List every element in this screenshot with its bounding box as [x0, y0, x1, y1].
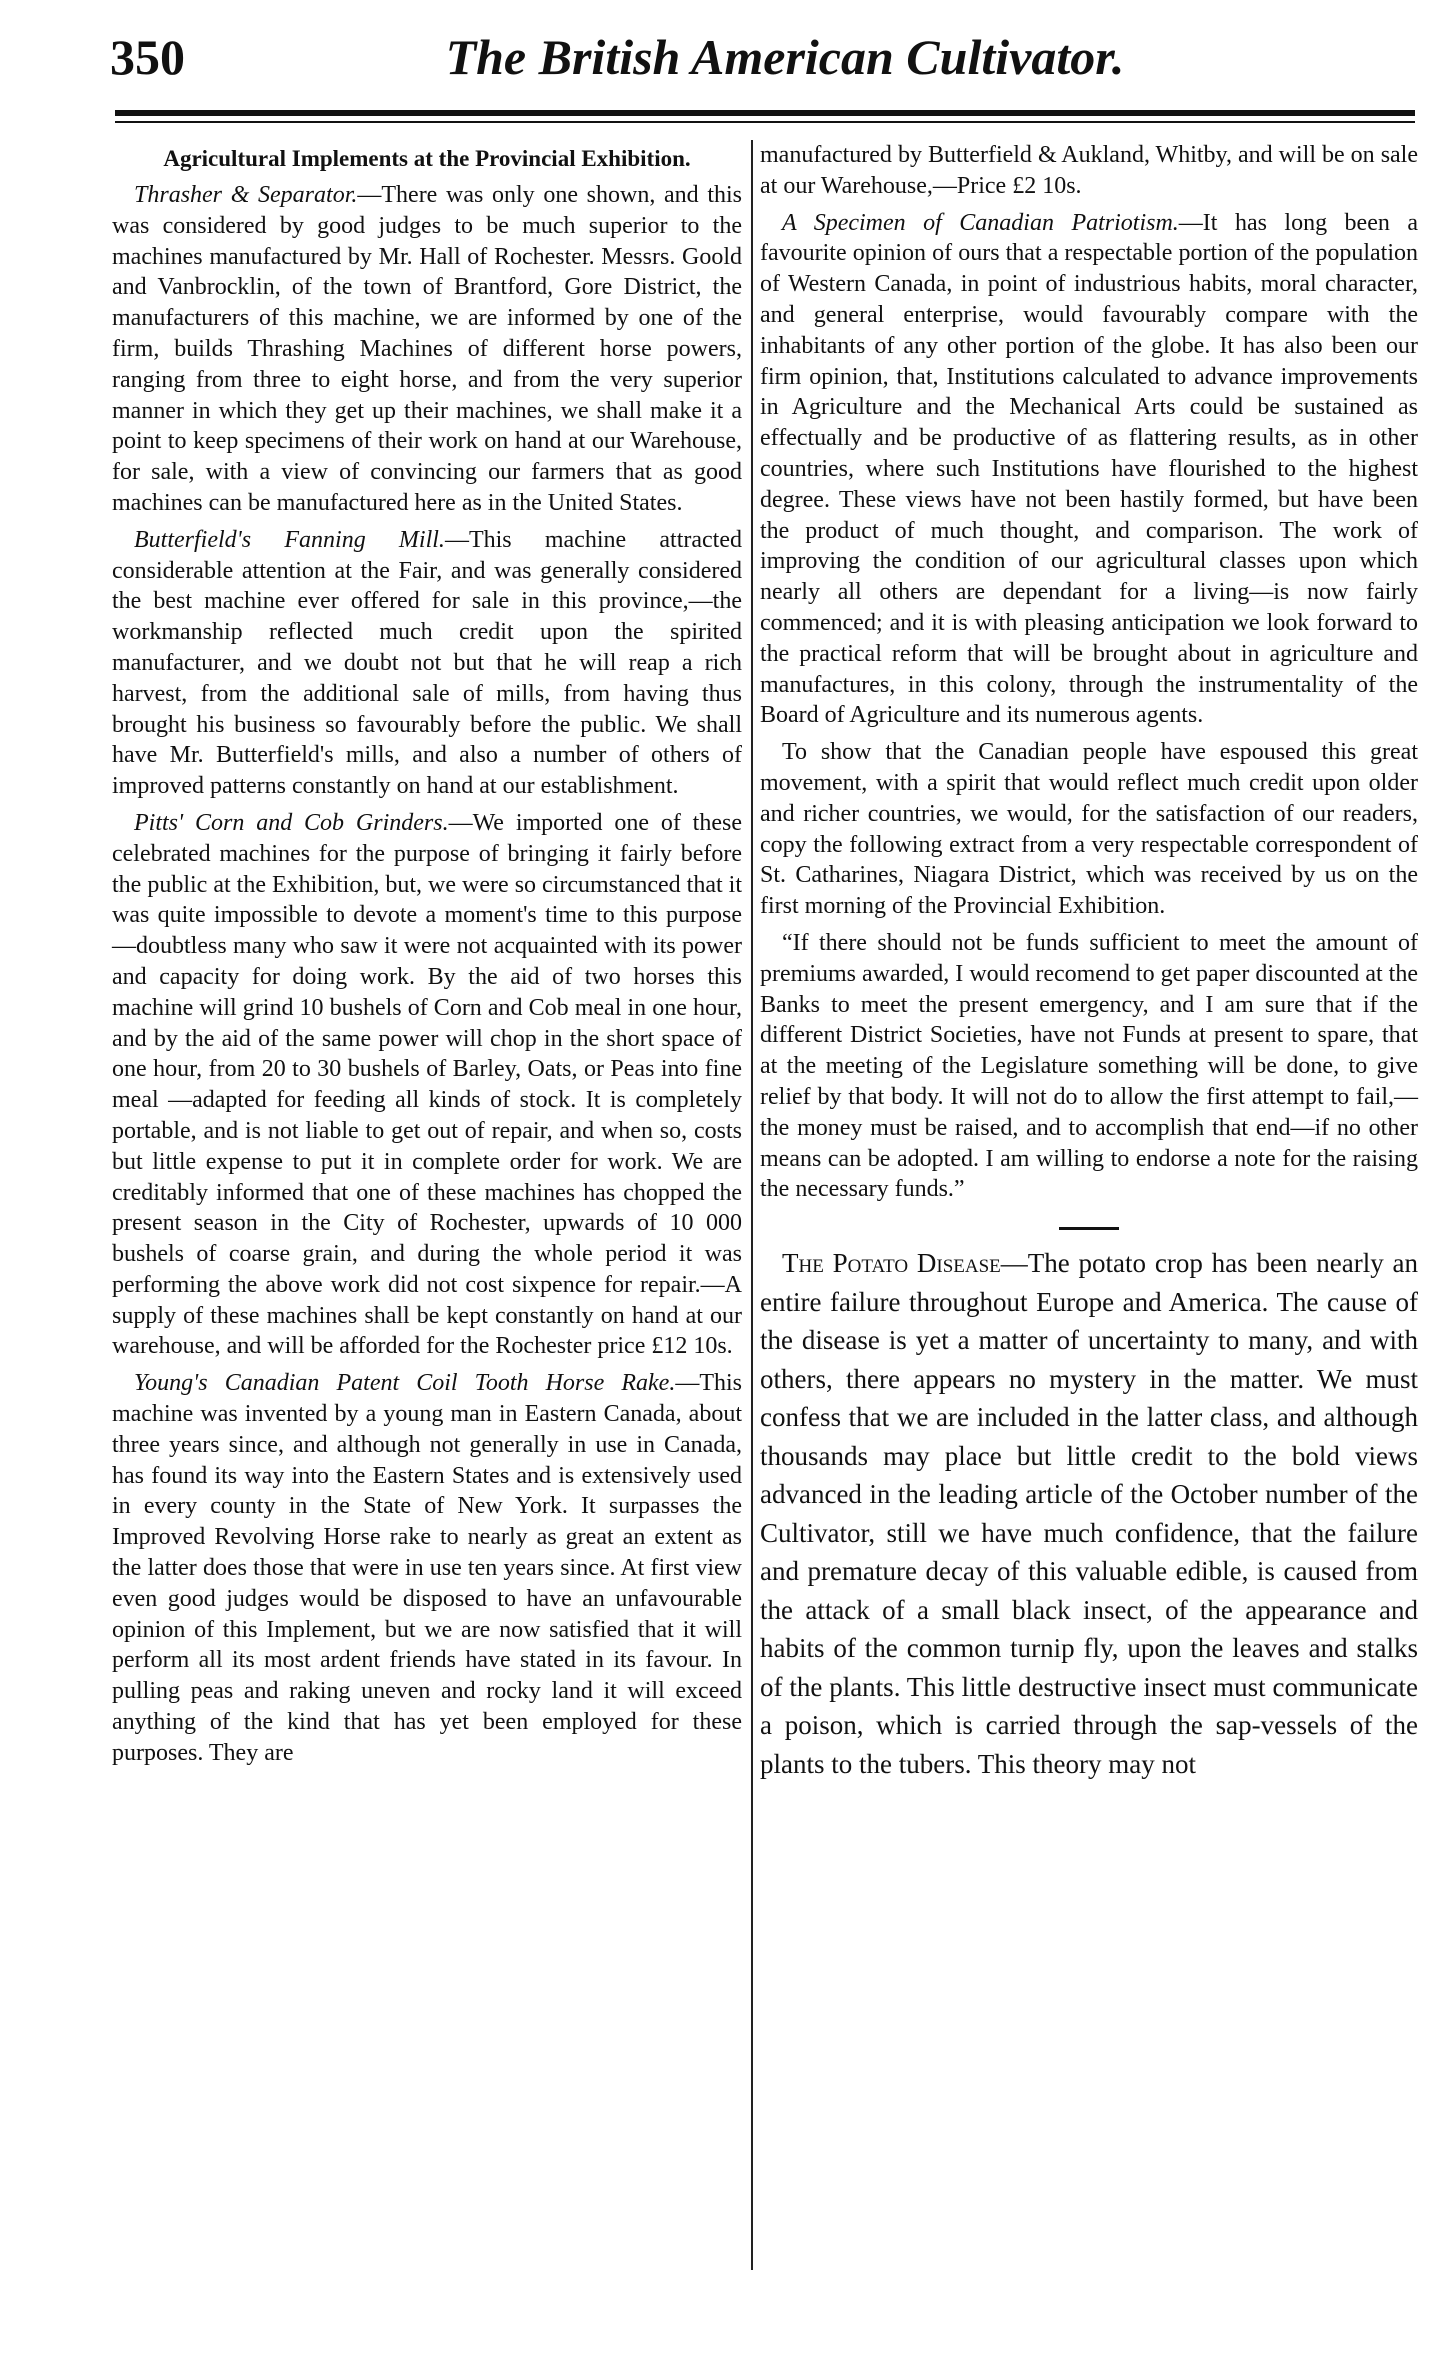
header-rule-thin [115, 121, 1415, 123]
article-heading: Butterfield's Fanning Mill. [134, 526, 445, 553]
page-header [110, 28, 1420, 98]
article-body: —The potato crop has been nearly an entire failure throughout Europe and America. The cause of the disease is yet a matter of uncertainty to many, and with others, there appears no mystery in the matter. We must confess that we are included in the latter class, and although thousands may place but little credit to the bold views advanced in the leading article of the October number of the Cultivator, still we have much confidence, that the failure and premature decay of this valuable edible, is caused from the attack of a small black insect, of the appearance and habits of the common turnip fly, upon the leaves and stalks of the plants. This little destructive insect must communicate a poison, which is carried through the sap-vessels of the plants to the tubers. This theory may not [760, 1248, 1418, 1779]
section-title: Agricultural Implements at the Provincial Exhibition. [163, 146, 691, 171]
article-patriotism-2: To show that the Canadian people have espoused this great movement, with a spirit that would reflect much credit upon older and richer countries, we would, for the satisfaction of our readers, copy the following extract from a very respectable correspondent of St. Catharines, Niagara District, which was received by us on the first morning of the Provincial Exhibition. [760, 739, 1418, 920]
running-title: The British American Cultivator. [445, 29, 1125, 85]
article-fanning-mill [112, 525, 742, 802]
section-divider [1059, 1227, 1119, 1230]
article-body: —This machine attracted considerable attention at the Fair, and was generally considered the best machine ever offered for sale in this province,—the workmanship reflected much credit upon the spirited manufacturer, and we doubt not but that he will reap a rich harvest, from the additional sale of mills, from having thus brought his business so favourably before the public. We shall have Mr. Butterfield's mills, and also a number of others of improved patterns constantly on hand at our establishment. [112, 526, 742, 800]
quoted-letter: “If there should not be funds sufficient to meet the amount of premiums awarded, I would recomend to get paper discounted at the Banks to meet the present emergency, and I am sure that if the different District Societies, have not Funds at present to spare, that at the meeting of the Legislature something will be done, to give relief by that body. It will not do to allow the first attempt to fail,—the money must be raised, and to accomplish that end—if no other means can be adopted. I am willing to endorse a note for the raising the necessary funds.” [760, 929, 1418, 1203]
article-horse-rake [112, 1368, 742, 1768]
header-rule-thick [115, 110, 1415, 116]
left-column [112, 140, 742, 1775]
article-thrasher [112, 180, 742, 519]
article-corn-grinders [112, 808, 742, 1362]
article-heading: The Potato Disease [782, 1248, 1001, 1279]
article-horse-rake-continued: manufactured by Butterfield & Aukland, Whitby, and will be on sale at our Warehouse,—Price £2 10s. [760, 142, 1418, 199]
article-body: —We imported one of these celebrated machines for the purpose of bringing it fairly before the public at the Exhibition, but, we were so circumstanced that it was quite impossible to devote a moment's time to this purpose—doubtless many who saw it were not acquainted with its power and capacity for doing work. By the aid of two horses this machine will grind 10 bushels of Corn and Cob meal in one hour, and by the aid of the same power will chop in the short space of one hour, from 20 to 30 bushels of Barley, Oats, or Peas into fine meal —adapted for feeding all kinds of stock. It is completely portable, and is not liable to get out of repair, and when so, costs but little expense to put it in complete order for work. We are creditably informed that one of these machines has chopped the present season in the City of Rochester, upwards of 10 000 bushels of coarse grain, and during the whole period it was performing the above work did not cost sixpence for repair.—A supply of these machines shall be kept constantly on hand at our warehouse, and will be afforded for the Rochester price £12 10s. [112, 809, 742, 1360]
article-potato-disease [760, 1244, 1418, 1783]
article-heading: Young's Canadian Patent Coil Tooth Horse Rake. [134, 1370, 676, 1397]
article-heading: Pitts' Corn and Cob Grinders. [134, 809, 449, 836]
article-body: —This machine was invented by a young man in Eastern Canada, about three years since, and although not generally in use in Canada, has found its way into the Eastern States and is extensively used in every county in the State of New York. It surpasses the Improved Revolving Horse rake to nearly as great an extent as the latter does those that were in use ten years since. At first view even good judges would be disposed to have an unfavourable opinion of this Implement, but we are now satisfied that it will perform all its most ardent friends have stated in its favour. In pulling peas and raking uneven and rocky land it will exceed anything of the kind that has yet been employed for these purposes. They are [112, 1370, 742, 1766]
article-body: —It has long been a favourite opinion of ours that a respectable portion of the population of Western Canada, in point of industrious habits, moral character, and general enterprise, would favourably compare with the inhabitants of any other portion of the globe. It has also been our firm opinion, that, Institutions calculated to advance improvements in Agriculture and the Mechanical Arts could be sustained as effectually and be productive of as flattering results, as in other countries, where such Institutions have flourished to the highest degree. These views have not been hastily formed, but have been the product of much thought, and comparison. The work of improving the condition of our agricultural classes upon which nearly all others are dependant for a living—is now fairly commenced; and it is with pleasing anticipation we look forward to the practical reform that will be brought about in agriculture and manufactures, in this colony, through the instrumentality of the Board of Agriculture and its numerous agents. [760, 209, 1418, 729]
article-heading: Thrasher & Separator. [134, 182, 358, 208]
article-heading: A Specimen of Canadian Patriotism. [782, 209, 1179, 236]
page-number: 350 [110, 29, 185, 85]
article-body: —There was only one shown, and this was considered by good judges to be much superior to the machines manufactured by Mr. Hall of Rochester. Messrs. Goold and Vanbrocklin, of the town of Brantford, Gore District, the manufacturers of this machine, we are informed by one of the firm, builds Thrashing Machines of different horse powers, ranging from three to eight horse, and from the very superior manner in which they get up their machines, we shall make it a point to keep specimens of their work on hand at our Warehouse, for sale, with a view of convincing our farmers that as good machines can be manufactured here as in the United States. [112, 182, 742, 516]
column-divider [751, 140, 753, 2270]
article-patriotism [760, 208, 1418, 732]
right-column [760, 140, 1418, 1789]
